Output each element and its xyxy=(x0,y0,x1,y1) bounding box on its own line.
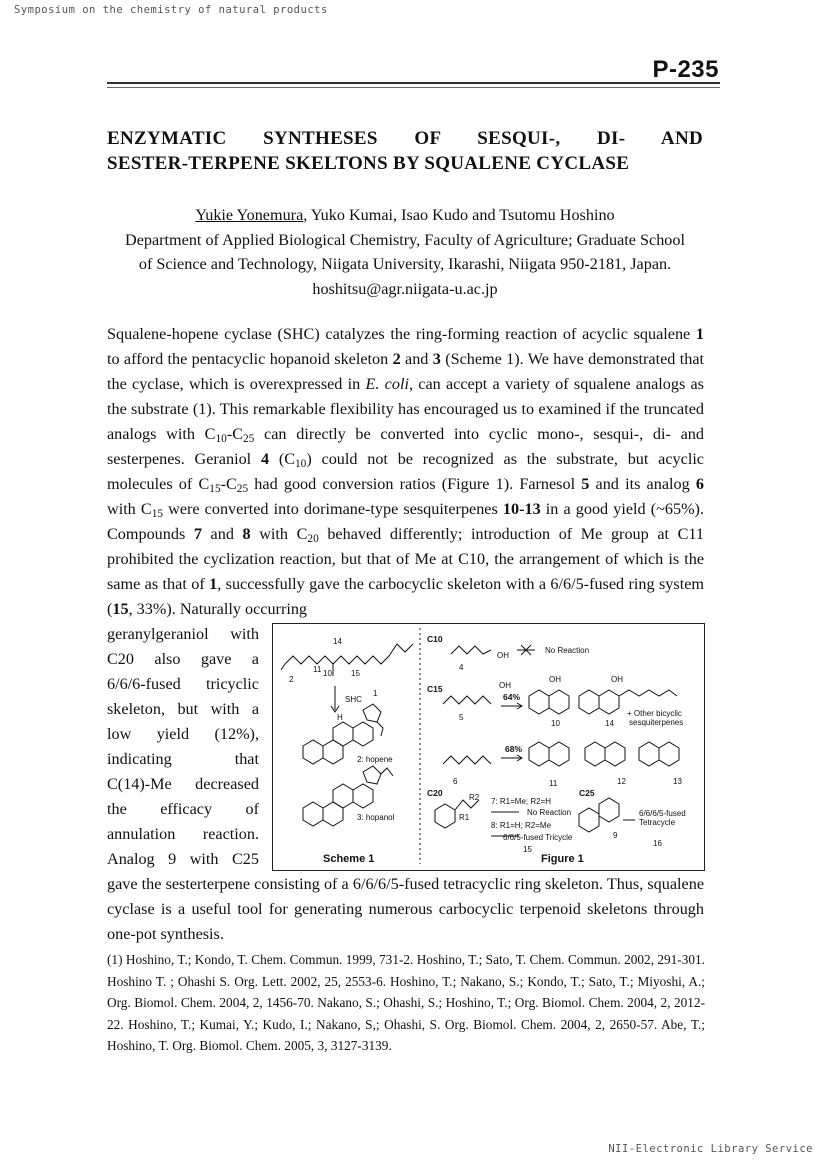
label-15: 15 xyxy=(523,845,532,854)
oh-label: OH xyxy=(549,675,561,684)
other-bicyclic-1: + Other bicyclic xyxy=(627,709,682,718)
author-list xyxy=(107,203,703,228)
squalene-structure xyxy=(285,656,389,664)
shc-label: SHC xyxy=(345,695,362,704)
wrap-line: 6/6/6-fused tricyclic xyxy=(107,675,259,693)
squalene-end xyxy=(281,664,285,670)
farnesol-structure xyxy=(443,696,491,704)
paper-number: P-235 xyxy=(652,56,719,83)
oh-label: OH xyxy=(611,675,623,684)
analog-6-structure xyxy=(443,756,491,764)
wrap-line: geranylgeraniol with xyxy=(107,625,259,643)
wrap-line: Analog 9 with C25 xyxy=(107,850,259,868)
label-c20: C20 xyxy=(427,788,443,798)
label-c15: C15 xyxy=(427,684,443,694)
label-r1: R1 xyxy=(459,813,470,822)
drimane-11-structure xyxy=(529,742,569,766)
wrap-line: C(14)-Me decreased xyxy=(107,775,259,793)
label-14: 14 xyxy=(605,719,614,728)
journal-header: Symposium on the chemistry of natural products xyxy=(14,4,328,16)
body-paragraph-continued: gave the sesterterpene consisting of a 6/6/6/5-fused tetracyclic ring skeleton. Thus, squalene cyclase is a useful tool for generating numerous carbocyclic terpenoid skeletons through one-pot synthesis. xyxy=(107,875,704,943)
label-15: 15 xyxy=(351,669,360,678)
affiliation-line-1: Department of Applied Biological Chemistry, Faculty of Agriculture; Graduate School xyxy=(125,230,685,249)
no-reaction-7: No Reaction xyxy=(527,808,572,817)
yield-64: 64% xyxy=(503,692,521,702)
drimane-10-structure xyxy=(529,690,569,714)
wrap-line: the efficacy of xyxy=(107,800,259,818)
wrap-line: C20 also gave a xyxy=(107,650,259,668)
tricycle-label: 6/6/5-fused Tricycle xyxy=(503,833,573,842)
h-label: H xyxy=(337,713,343,722)
drimane-13-structure xyxy=(639,742,679,766)
oh-label: OH xyxy=(499,681,511,690)
c20-analog-structure xyxy=(435,800,479,828)
hopene-label: 2: hopene xyxy=(357,755,393,764)
title-line-2: SESTER-TERPENE SKELTONS BY SQUALENE CYCLASE xyxy=(107,153,630,174)
other-bicyclic-2: sesquiterpenes xyxy=(629,718,684,727)
compound-8: 8: R1=H; R2=Me xyxy=(491,821,552,830)
label-c10: C10 xyxy=(427,634,443,644)
label-11: 11 xyxy=(549,779,558,788)
author-email: hoshitsu@agr.niigata-u.ac.jp xyxy=(312,279,498,298)
scheme-figure-panel xyxy=(272,623,705,871)
label-12: 12 xyxy=(617,777,626,786)
label-11: 11 xyxy=(313,665,322,674)
oh-label: OH xyxy=(497,651,509,660)
header-rule-thin xyxy=(107,87,720,88)
scheme-caption: Scheme 1 xyxy=(323,853,375,865)
label-5: 5 xyxy=(459,713,464,722)
paper-title xyxy=(107,126,703,176)
compound-7: 7: R1=Me; R2=H xyxy=(491,797,552,806)
wrap-line: skeleton, but with a xyxy=(107,700,259,718)
label-16: 16 xyxy=(653,839,662,848)
references: (1) Hoshino, T.; Kondo, T. Chem. Commun. 1999, 731-2. Hoshino, T.; Sato, T. Chem. Commun. 2002, 291-301. Hoshino T. ; Ohashi S. Org. Lett. 2002, 25, 2553-6. Hoshino, T.; Nakano, S.; Kondo, T.; Sato, T.; Miyoshi, A.; Org. Biomol. Chem. 2004, 2, 1456-70. Nakano, S.; Ohashi, S.; Hoshino, T.; Org. Biomol. Chem. 2004, 2, 2012-22. Hoshino, T.; Kumai, Y.; Kudo, I.; Nakano, S,; Ohashi, S. Org. Biomol. Chem. 2004, 2, 2650-57. Abe, T.; Hoshino, T. Org. Biomol. Chem. 2005, 3, 3127-3139. xyxy=(107,952,705,1053)
label-2: 2 xyxy=(289,675,294,684)
c25-analog-structure xyxy=(579,798,619,832)
wrapped-text-column xyxy=(107,622,259,872)
header-rule xyxy=(107,82,720,84)
author-block xyxy=(107,203,703,301)
tetracycle-1: 6/6/6/5-fused xyxy=(639,809,686,818)
footer-service: NII-Electronic Library Service xyxy=(608,1143,813,1155)
label-14: 14 xyxy=(333,637,342,646)
hopanol-label: 3: hopanol xyxy=(357,813,395,822)
label-4: 4 xyxy=(459,663,464,672)
geraniol-structure xyxy=(451,646,491,654)
tetracycle-2: Tetracycle xyxy=(639,818,676,827)
label-c25: C25 xyxy=(579,788,595,798)
affiliation-line-2: of Science and Technology, Niigata University, Ikarashi, Niigata 950-2181, Japan. xyxy=(138,255,672,273)
drimane-12-structure xyxy=(585,742,625,766)
label-13: 13 xyxy=(673,777,682,786)
label-10: 10 xyxy=(323,669,332,678)
squalene-tail xyxy=(389,644,413,656)
no-reaction-label: No Reaction xyxy=(545,646,590,655)
yield-68: 68% xyxy=(505,744,523,754)
label-9: 9 xyxy=(613,831,618,840)
wrap-line: annulation reaction. xyxy=(107,825,259,843)
wrap-line: indicating that xyxy=(107,750,259,768)
figure-drawing xyxy=(273,624,704,870)
label-compound-1: 1 xyxy=(373,689,378,698)
other-authors: , Yuko Kumai, Isao Kudo and Tsutomu Hoshino xyxy=(303,206,615,224)
body-paragraph: Squalene-hopene cyclase (SHC) catalyzes the ring-forming reaction of acyclic squalene 1 to afford the pentacyclic hopanoid skeleton 2 and 3 (Scheme 1). We have demonstrated that the cyclase, which is overexpressed in E. coli, can accept a variety of squalene analogs as the substrate (1). This remarkable flexibility has encouraged us to examined if the truncated analogs with $C_{10}-C_{25}$ can directly be converted into cyclic mono-, sesqui-, di- and sesterpenes. Geraniol 4 $(C_{10})$ could not be recognized as the substrate, but acyclic molecules of $C_{15}-C_{25}$ had good conversion ratios (Figure 1). Farnesol 5 and its analog 6 with $C_{15}$ were converted into dorimane-type sesquiterpenes 10-13 in a good yield (~65%). Compounds 7 and 8 with $C_{20}$ behaved differently; introduction of Me group at C11 prohibited the cyclization reaction, but that of Me at C10, the arrangement of which is the same as that of 1, successfully gave the carbocyclic skeleton with a 6/6/5-fused ring system (15, 33%). Naturally occurring xyxy=(107,325,705,618)
label-r2: R2 xyxy=(469,793,480,802)
label-10: 10 xyxy=(551,719,560,728)
title-line-1: ENZYMATIC SYNTHESES OF SESQUI-, DI- AND xyxy=(107,128,703,149)
presenting-author: Yukie Yonemura xyxy=(195,206,304,224)
label-6: 6 xyxy=(453,777,458,786)
figure-caption: Figure 1 xyxy=(541,853,584,865)
wrap-line: low yield (12%), xyxy=(107,725,259,743)
